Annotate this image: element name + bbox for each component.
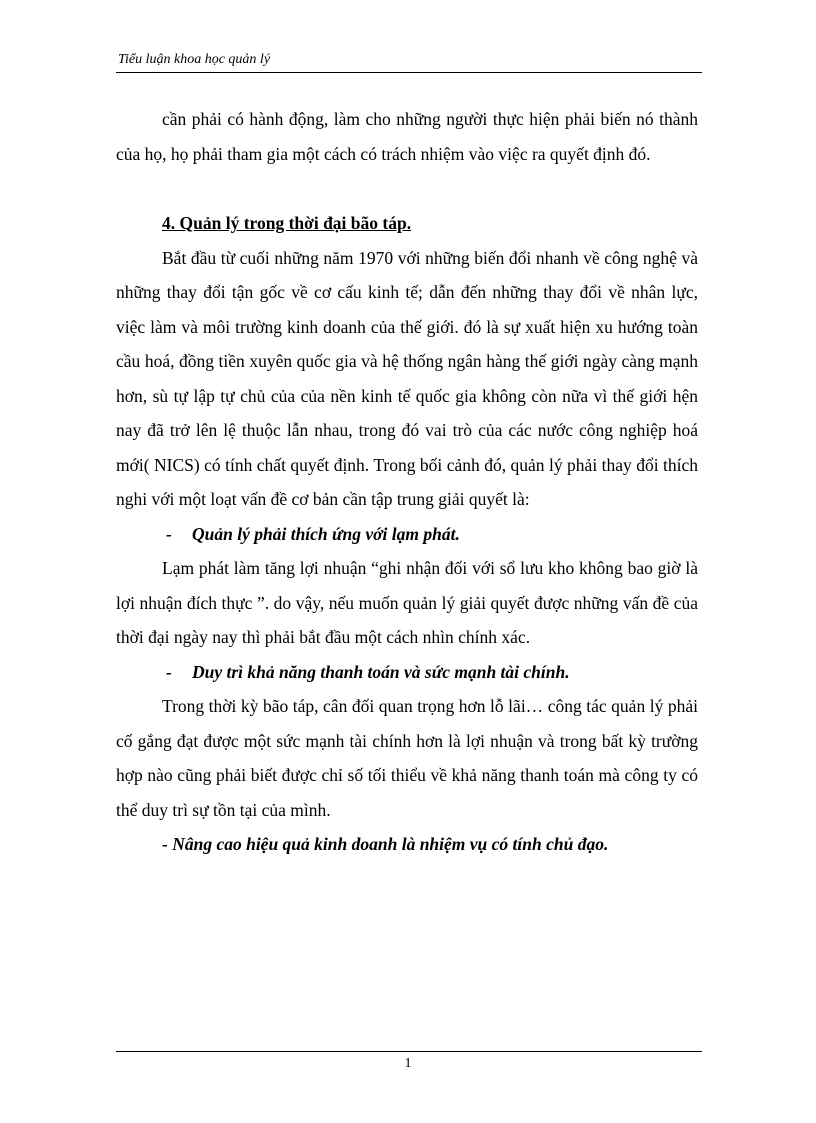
bullet-item-efficiency: - Nâng cao hiệu quả kinh doanh là nhiệm vụ có tính chủ đạo. [162,834,609,854]
bullet-text: Duy trì khả năng thanh toán và sức mạnh tài chính. [192,661,570,682]
bullet-item-inflation [116,517,698,552]
bullet-text: Quản lý phải thích ứng với lạm phát. [192,523,460,544]
bullet-dash: - [166,523,172,544]
paragraph-inflation: Lạm phát làm tăng lợi nhuận “ghi nhận đối với sổ lưu kho không bao giờ là lợi nhuận đích thực ”. do vậy, nếu muốn quản lý giải quyết được những vấn đề của thời đại ngày nay thì phải bắt đầu một cách nhìn chính xác. [116,558,698,647]
bullet-dash: - [166,661,172,682]
paragraph-liquidity: Trong thời kỳ bão táp, cân đối quan trọng hơn lỗ lãi… công tác quản lý phải cố gắng đạt được một sức mạnh tài chính hơn là lợi nhuận và trong bất kỳ trường hợp nào cũng phải biết được chỉ số tối thiểu về khả năng thanh toán mà công ty có thể duy trì sự tồn tại của mình. [116,696,698,820]
section-heading: 4. Quản lý trong thời đại bão táp. [162,213,412,233]
page-header [116,52,702,73]
footer-divider [116,1051,702,1052]
bullet-item-liquidity [116,655,698,690]
header-title: Tiểu luận khoa học quản lý [118,52,271,67]
page-number: 1 [404,1056,412,1071]
paragraph-continuation: cần phải có hành động, làm cho những người thực hiện phải biến nó thành của họ, họ phải tham gia một cách có trách nhiệm vào việc ra quyết định đó. [116,109,698,164]
document-body [116,102,698,862]
paragraph-intro: Bắt đầu từ cuối những năm 1970 với những biến đổi nhanh về công nghệ và những thay đổi tận gốc về cơ cấu kinh tế; dẫn đến những thay đổi về nhân lực, việc làm và môi trường kinh doanh của thế giới. đó là sự xuất hiện xu hướng toàn cầu hoá, đồng tiền xuyên quốc gia và hệ thống ngân hàng thế giới ngày càng mạnh hơn, sù tự lập tự chủ của của nền kinh tế quốc gia không còn nữa vì thế giới hện nay đã trở lên lệ thuộc lẫn nhau, trong đó vai trò của các nước công nghiệp hoá mới( NICS) có tính chất quyết định. Trong bối cảnh đó, quản lý phải thay đổi thích nghi với một loạt vấn đề cơ bản cần tập trung giải quyết là: [116,247,698,509]
